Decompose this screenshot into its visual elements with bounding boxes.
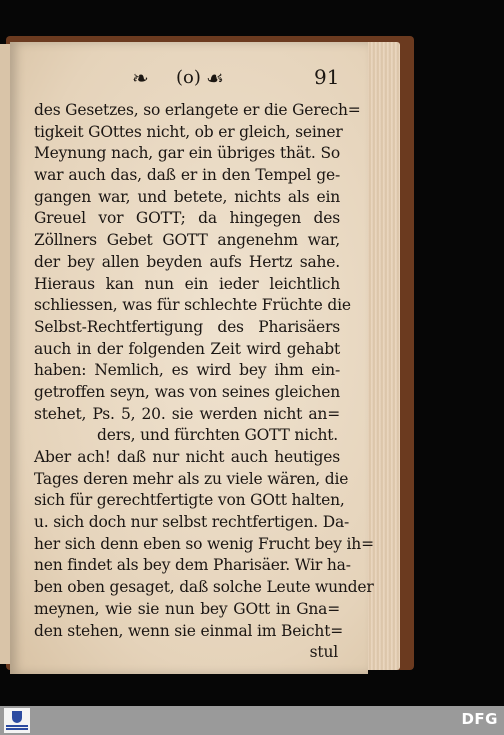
text-line: sich für gerechtfertigte von GOtt halten,	[34, 491, 345, 510]
body-text	[34, 100, 374, 664]
text-line: meynen, wie sie nun bey GOtt in Gna=	[34, 599, 340, 618]
signature-mark: (o)	[176, 67, 201, 88]
page-number: 91	[314, 65, 340, 89]
text-line: gangen war, und betete, nichts als ein	[34, 187, 340, 206]
page-header	[10, 64, 368, 94]
viewer-footer	[0, 706, 504, 735]
text-line: Tages deren mehr als zu viele wären, die	[34, 469, 349, 488]
text-line: schliessen, was für schlechte Früchte die	[34, 296, 351, 315]
library-logo-icon[interactable]	[4, 708, 30, 733]
text-line: her sich denn eben so wenig Frucht bey ih=	[34, 534, 374, 553]
facing-page-edge	[0, 44, 10, 664]
text-line: den stehen, wenn sie einmal im Beicht=	[34, 621, 344, 640]
text-line: tigkeit GOttes nicht, ob er gleich, seiner	[34, 122, 343, 141]
text-line: Zöllners Gebet GOTT angenehm war,	[34, 231, 340, 250]
ornament-right-icon: ☙	[206, 66, 222, 90]
text-line: Meynung nach, gar ein übriges thät. So	[34, 144, 340, 163]
text-line: ders, und fürchten GOTT nicht.	[97, 426, 338, 445]
text-line: Greuel vor GOTT; da hingegen des	[34, 209, 340, 228]
dfg-logo[interactable]: DFG	[461, 710, 498, 728]
text-line: stehet, Ps. 5, 20. sie werden nicht an=	[34, 404, 340, 423]
text-line: der bey allen beyden aufs Hertz sahe.	[34, 252, 340, 271]
text-line: haben: Nemlich, es wird bey ihm ein-	[34, 361, 340, 380]
text-line: Hieraus kan nun ein ieder leichtlich	[34, 274, 340, 293]
text-line: war auch das, daß er in den Tempel ge-	[34, 166, 340, 185]
book-page	[10, 42, 374, 674]
text-line: stul	[309, 643, 338, 662]
text-line: ben oben gesaget, daß solche Leute wunder	[34, 578, 374, 597]
text-line: Aber ach! daß nur nicht auch heutiges	[34, 448, 340, 466]
text-line: u. sich doch nur selbst rechtfertigen. Da-	[34, 513, 350, 532]
text-line: des Gesetzes, so erlangete er die Gerech=	[34, 101, 361, 119]
text-line: nen findet als bey dem Pharisäer. Wir ha-	[34, 556, 351, 575]
ornament-left-icon: ❧	[132, 66, 147, 90]
text-line: auch in der folgenden Zeit wird gehabt	[34, 339, 340, 358]
text-line: Selbst-Rechtfertigung des Pharisäers	[34, 317, 340, 336]
text-line: getroffen seyn, was von seines gleichen	[34, 382, 340, 401]
